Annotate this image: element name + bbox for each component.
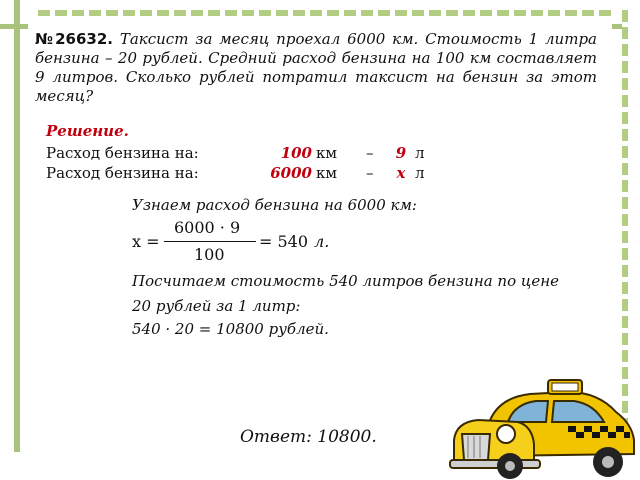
row-dash: – [366, 164, 374, 182]
step-cost-line-2: 20 рублей за 1 литр: [132, 297, 301, 315]
formula-lhs: x = [132, 232, 160, 251]
step-find-fuel: Узнаем расход бензина на 6000 км: [132, 196, 417, 214]
row-distance: 100 [280, 144, 312, 162]
row-fuel: 9 [395, 144, 407, 162]
row-fuel: x [396, 164, 406, 182]
row-label: Расход бензина на: [46, 144, 199, 162]
row-distance: 6000 [270, 164, 312, 182]
problem-statement [35, 30, 597, 106]
formula-unit: л. [314, 232, 330, 251]
row-unit: км [316, 164, 338, 182]
answer-text: Ответ: 10800. [240, 427, 377, 447]
fraction-bar [164, 241, 256, 242]
row-dash: – [366, 144, 374, 162]
row-unit: км [316, 144, 338, 162]
problem-number: №26632. [35, 30, 113, 48]
fuel-formula [132, 218, 352, 266]
step-cost-line-1: Посчитаем стоимость 540 литров бензина по цене [132, 272, 559, 290]
formula-numerator: 6000 · 9 [174, 218, 241, 237]
problem-text: Таксист за месяц проехал 6000 км. Стоимость 1 литра бензина – 20 рублей. Средний расход бензина на 100 км составляет 9 литров. Сколько рублей потратил таксист на бензин за этот месяц? [35, 30, 597, 105]
formula-denominator: 100 [194, 245, 225, 264]
step-calculation: 540 · 20 = 10800 рублей. [132, 320, 329, 338]
solution-title: Решение. [46, 122, 129, 140]
frame-dashed-top [38, 10, 614, 16]
row-label: Расход бензина на: [46, 164, 199, 182]
row-fuel-unit: л [415, 144, 425, 162]
row-fuel-unit: л [415, 164, 425, 182]
frame-vertical-bar [14, 0, 20, 452]
formula-result: = 540 [259, 232, 309, 251]
taxi-car-icon [448, 368, 640, 480]
